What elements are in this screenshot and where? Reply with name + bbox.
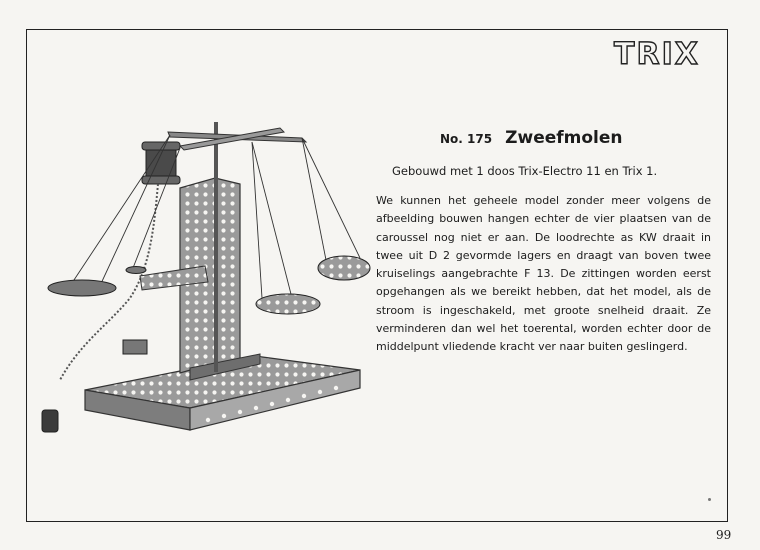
model-name: Zweefmolen xyxy=(505,128,623,148)
model-subtitle: Gebouwd met 1 doos Trix-Electro 11 en Trix 1. xyxy=(392,164,658,178)
page-number: 99 xyxy=(716,528,732,542)
carousel-illustration xyxy=(30,118,375,448)
model-title xyxy=(440,128,680,152)
model-number: No. 175 xyxy=(440,132,493,146)
instruction-text: We kunnen het geheele model zonder meer volgens de afbeelding bouwen hangen echter de vier plaatsen van de caroussel nog niet er aan. De loodrechte as KW draait in twee uit D 2 gevormde lagers en draagt van boven twee kruiselings aangebrachte F 13. De zittingen worden eerst opgehangen als we bereikt hebben, dat het model, als de stroom is ingeschakeld, met groote snelheid draait. Ze verminderen dan wel het toerental, worden echter door de middelpunt vliedende kracht ver naar buiten geslingerd. xyxy=(376,194,711,354)
print-speck xyxy=(708,498,711,501)
brand-logo: TRIX xyxy=(614,37,700,72)
